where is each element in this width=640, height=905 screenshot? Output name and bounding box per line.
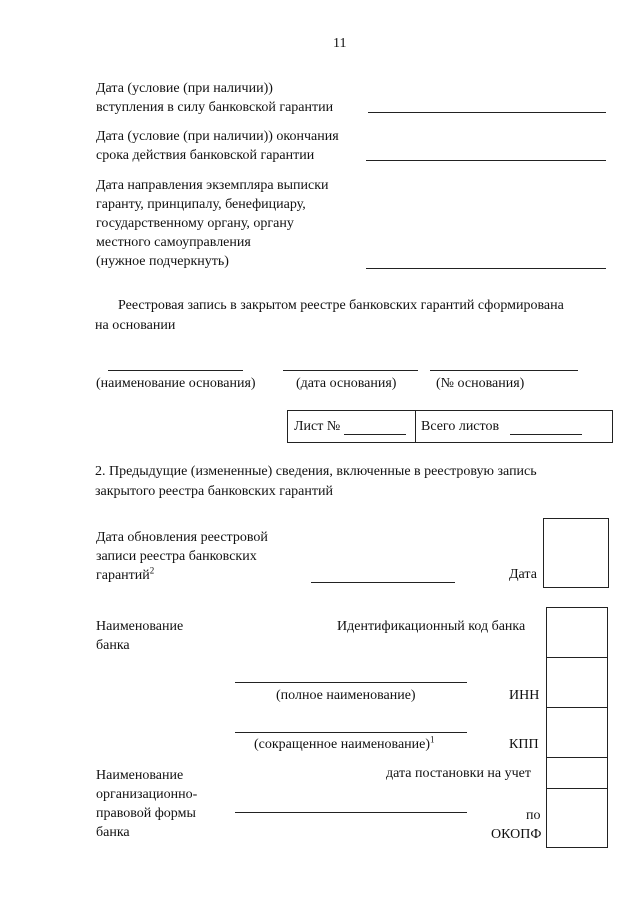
footnote-1-marker: 1	[430, 734, 435, 745]
short-name-field[interactable]	[235, 732, 467, 733]
date-cell[interactable]	[543, 518, 609, 588]
entry-date-label-line2: вступления в силу банковской гарантии	[96, 100, 334, 115]
org-form-label-line1: Наименование	[96, 768, 184, 783]
full-name-field[interactable]	[235, 682, 467, 683]
update-date-label-line1: Дата обновления реестровой	[96, 530, 268, 545]
kpp-cell[interactable]	[546, 707, 608, 759]
end-date-field[interactable]	[366, 160, 606, 161]
send-date-label-line1: Дата направления экземпляра выписки	[96, 178, 329, 193]
update-date-label-line3: гарантий	[96, 568, 150, 583]
basis-date-field[interactable]	[283, 370, 418, 371]
bank-name-label	[96, 617, 183, 655]
update-date-field[interactable]	[311, 582, 455, 583]
basis-number-field[interactable]	[430, 370, 578, 371]
inn-label: ИНН	[509, 688, 540, 703]
basis-date-caption: (дата основания)	[296, 376, 397, 391]
reg-date-cell[interactable]	[546, 757, 608, 790]
entry-date-field[interactable]	[368, 112, 606, 113]
bank-id-code-cell[interactable]	[546, 607, 608, 659]
send-date-label-line3: государственному органу, органу	[96, 216, 294, 231]
kpp-label: КПП	[509, 737, 539, 752]
basis-number-caption: (№ основания)	[436, 376, 525, 391]
sheet-number-field[interactable]	[344, 434, 406, 435]
short-name-caption	[254, 735, 435, 755]
org-form-label-line2: организационно-	[96, 787, 198, 802]
bank-name-label-line2: банка	[96, 638, 130, 653]
send-date-field[interactable]	[366, 268, 606, 269]
section2-heading-line2: закрытого реестра банковских гарантий	[95, 484, 333, 499]
sheet-number-label: Лист №	[294, 419, 341, 434]
org-form-label	[96, 766, 197, 842]
reg-date-label: дата постановки на учет	[386, 766, 532, 781]
okopf-label-line2: ОКОПФ	[491, 827, 542, 842]
basis-name-caption: (наименование основания)	[96, 376, 256, 391]
full-name-caption: (полное наименование)	[276, 688, 416, 703]
sheet-info-box	[287, 410, 613, 443]
end-date-label-line1: Дата (условие (при наличии)) окончания	[96, 129, 339, 144]
send-date-label	[96, 176, 329, 271]
bank-name-label-line1: Наименование	[96, 619, 184, 634]
basis-name-field[interactable]	[108, 370, 243, 371]
inn-cell[interactable]	[546, 657, 608, 709]
footnote-2-marker: 2	[149, 565, 155, 576]
registry-text-line2: на основании	[95, 318, 176, 333]
end-date-label-line2: срока действия банковской гарантии	[96, 148, 315, 163]
update-date-label-line2: записи реестра банковских	[96, 549, 257, 564]
org-form-label-line3: правовой формы	[96, 806, 196, 821]
org-form-field[interactable]	[235, 812, 467, 813]
send-date-label-line2: гаранту, принципалу, бенефициару,	[96, 197, 306, 212]
entry-date-label-line1: Дата (условие (при наличии))	[96, 81, 273, 96]
bank-id-code-label: Идентификационный код банка	[337, 619, 526, 634]
short-name-caption-text: (сокращенное наименование)	[254, 737, 431, 752]
sheet-box-divider	[415, 411, 416, 442]
registry-text-line1: Реестровая запись в закрытом реестре банковских гарантий сформирована	[118, 298, 564, 313]
update-date-label	[96, 528, 268, 585]
date-label: Дата	[509, 567, 537, 582]
send-date-label-line4: местного самоуправления	[96, 235, 251, 250]
send-date-label-line5: (нужное подчеркнуть)	[96, 254, 229, 269]
section2-heading-line1: 2. Предыдущие (измененные) сведения, включенные в реестровую запись	[95, 464, 537, 479]
entry-date-label	[96, 79, 333, 117]
sheets-total-field[interactable]	[510, 434, 582, 435]
sheets-total-label: Всего листов	[421, 419, 500, 434]
end-date-label	[96, 127, 339, 165]
okopf-cell[interactable]	[546, 788, 608, 848]
okopf-label-line1: по	[526, 808, 541, 823]
page-number: 11	[333, 36, 347, 51]
org-form-label-line4: банка	[96, 825, 130, 840]
